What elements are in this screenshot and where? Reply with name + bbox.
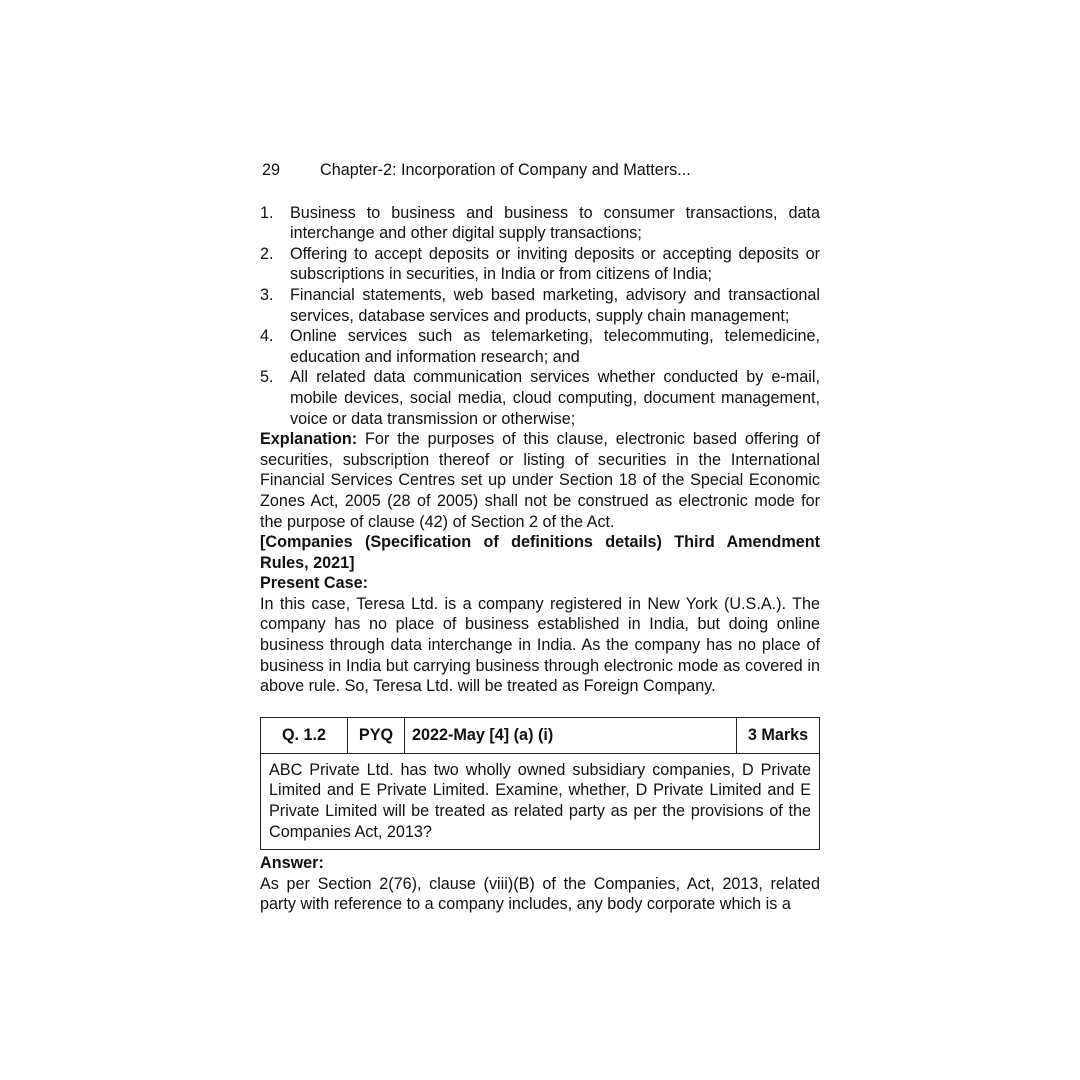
list-item — [260, 285, 820, 326]
list-item-text: Business to business and business to consumer transactions, data interchange and other digital supply transactions; — [290, 203, 820, 243]
list-item — [260, 203, 820, 244]
rules-reference: [Companies (Specification of definitions details) Third Amendment Rules, 2021] — [260, 533, 820, 572]
question-marks: 3 Marks — [737, 717, 820, 753]
present-case-heading: Present Case: — [260, 574, 368, 593]
answer-text: As per Section 2(76), clause (viii)(B) of the Companies, Act, 2013, related party with reference to a company includes, any body corporate which is a — [260, 874, 820, 914]
question-body-row — [261, 753, 820, 849]
list-item-number: 1. — [260, 203, 274, 222]
question-number: Q. 1.2 — [261, 717, 348, 753]
chapter-title: Chapter-2: Incorporation of Company and Matters... — [320, 161, 691, 179]
explanation-label: Explanation: — [260, 430, 358, 449]
list-item — [260, 326, 820, 367]
list-item-text: Offering to accept deposits or inviting deposits or accepting deposits or subscriptions in securities, in India or from citizens of India; — [290, 244, 820, 284]
list-item-text: All related data communication services whether conducted by e-mail, mobile devices, social media, cloud computing, document management, voice or data transmission or otherwise; — [290, 368, 820, 428]
list-item-number: 4. — [260, 327, 274, 346]
question-text: ABC Private Ltd. has two wholly owned subsidiary companies, D Private Limited and E Private Limited. Examine, whether, D Private Limited and E Private Limited will be treated as related party as per the provisions of the Companies Act, 2013? — [261, 753, 820, 849]
page-header — [260, 160, 820, 181]
question-reference: 2022-May [4] (a) (i) — [405, 717, 737, 753]
question-type: PYQ — [348, 717, 405, 753]
numbered-list — [260, 203, 820, 430]
list-item-text: Online services such as telemarketing, telecommuting, telemedicine, education and information research; and — [290, 327, 820, 366]
question-header-row — [261, 717, 820, 753]
list-item-number: 2. — [260, 244, 274, 263]
present-case-text: In this case, Teresa Ltd. is a company registered in New York (U.S.A.). The company has no place of business established in India, but doing online business through data interchange in India. As the company has no place of business in India but carrying business through electronic mode as covered in above rule. So, Teresa Ltd. will be treated as Foreign Company. — [260, 594, 820, 696]
list-item-number: 3. — [260, 285, 274, 304]
answer-heading: Answer: — [260, 854, 324, 873]
list-item — [260, 367, 820, 429]
list-item-number: 5. — [260, 368, 274, 387]
explanation-text: For the purposes of this clause, electronic based offering of securities, subscription thereof or listing of securities in the International Financial Services Centres set up under Section 18 of the Special Economic Zones Act, 2005 (28 of 2005) shall not be construed as electronic mode for the purpose of clause (42) of Section 2 of the Act. — [260, 430, 820, 531]
document-page — [260, 160, 820, 915]
question-table — [260, 717, 820, 850]
list-item-text: Financial statements, web based marketing, advisory and transactional services, database services and products, supply chain management; — [290, 285, 820, 325]
explanation-paragraph — [260, 429, 820, 532]
list-item — [260, 244, 820, 285]
page-number: 29 — [262, 161, 281, 179]
